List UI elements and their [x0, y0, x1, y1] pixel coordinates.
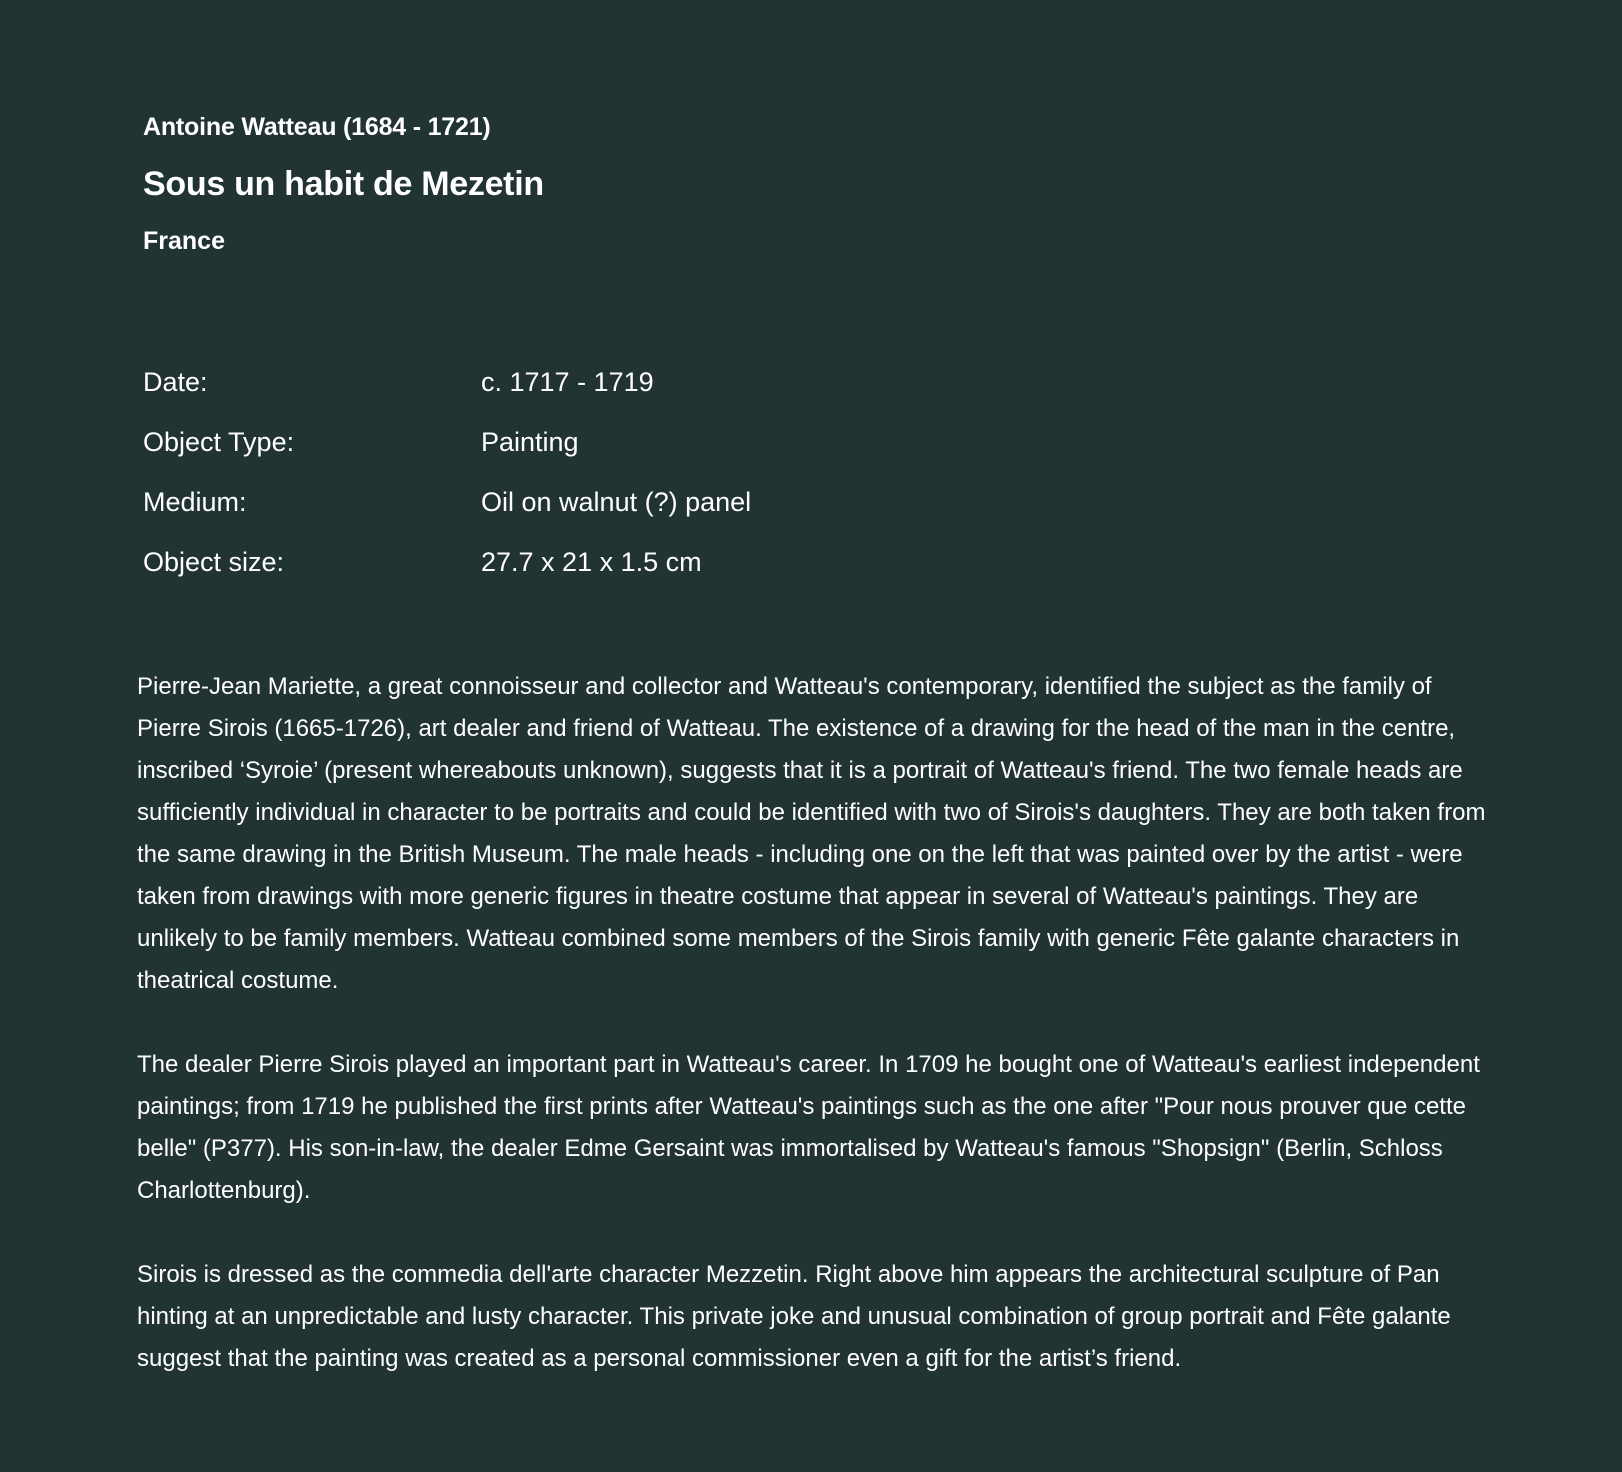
artwork-header [143, 112, 544, 256]
artist-name: Antoine Watteau (1684 - 1721) [143, 113, 491, 141]
detail-row-date [143, 352, 751, 412]
artwork-title: Sous un habit de Mezetin [143, 165, 544, 203]
detail-value: c. 1717 - 1719 [481, 367, 654, 397]
detail-label: Object size: [143, 547, 285, 577]
detail-label: Medium: [143, 487, 247, 517]
artwork-description [137, 666, 1497, 1422]
detail-row-object-size [143, 532, 751, 592]
detail-label: Date: [143, 367, 208, 397]
artwork-details-table [143, 352, 751, 592]
detail-value: Oil on walnut (?) panel [481, 487, 752, 517]
detail-value: Painting [481, 427, 579, 457]
detail-row-medium [143, 472, 751, 532]
description-paragraph: Sirois is dressed as the commedia dell'arte character Mezzetin. Right above him appears the architectural sculpture of Pan hinting at an unpredictable and lusty character. This private joke and unusual combination of group portrait and Fête galante suggest that the painting was created as a personal commissioner even a gift for the artist’s friend. [137, 1261, 1451, 1372]
artwork-country: France [143, 227, 225, 255]
description-paragraph: The dealer Pierre Sirois played an important part in Watteau's career. In 1709 he bought one of Watteau's earliest independent paintings; from 1719 he published the first prints after Watteau's paintings such as the one after "Pour nous prouver que cette belle" (P377). His son-in-law, the dealer Edme Gersaint was immortalised by Watteau's famous "Shopsign" (Berlin, Schloss Charlottenburg). [137, 1051, 1480, 1204]
detail-row-object-type [143, 412, 751, 472]
detail-value: 27.7 x 21 x 1.5 cm [481, 547, 702, 577]
description-paragraph: Pierre-Jean Mariette, a great connoisseur and collector and Watteau's contemporary, identified the subject as the family of Pierre Sirois (1665-1726), art dealer and friend of Watteau. The existence of a drawing for the head of the man in the centre, inscribed ‘Syroie’ (present whereabouts unknown), suggests that it is a portrait of Watteau's friend. The two female heads are sufficiently individual in character to be portraits and could be identified with two of Sirois's daughters. They are both taken from the same drawing in the British Museum. The male heads - including one on the left that was painted over by the artist - were taken from drawings with more generic figures in theatre costume that appear in several of Watteau's paintings. They are unlikely to be family members. Watteau combined some members of the Sirois family with generic Fête galante characters in theatrical costume. [137, 673, 1486, 994]
detail-label: Object Type: [143, 427, 295, 457]
